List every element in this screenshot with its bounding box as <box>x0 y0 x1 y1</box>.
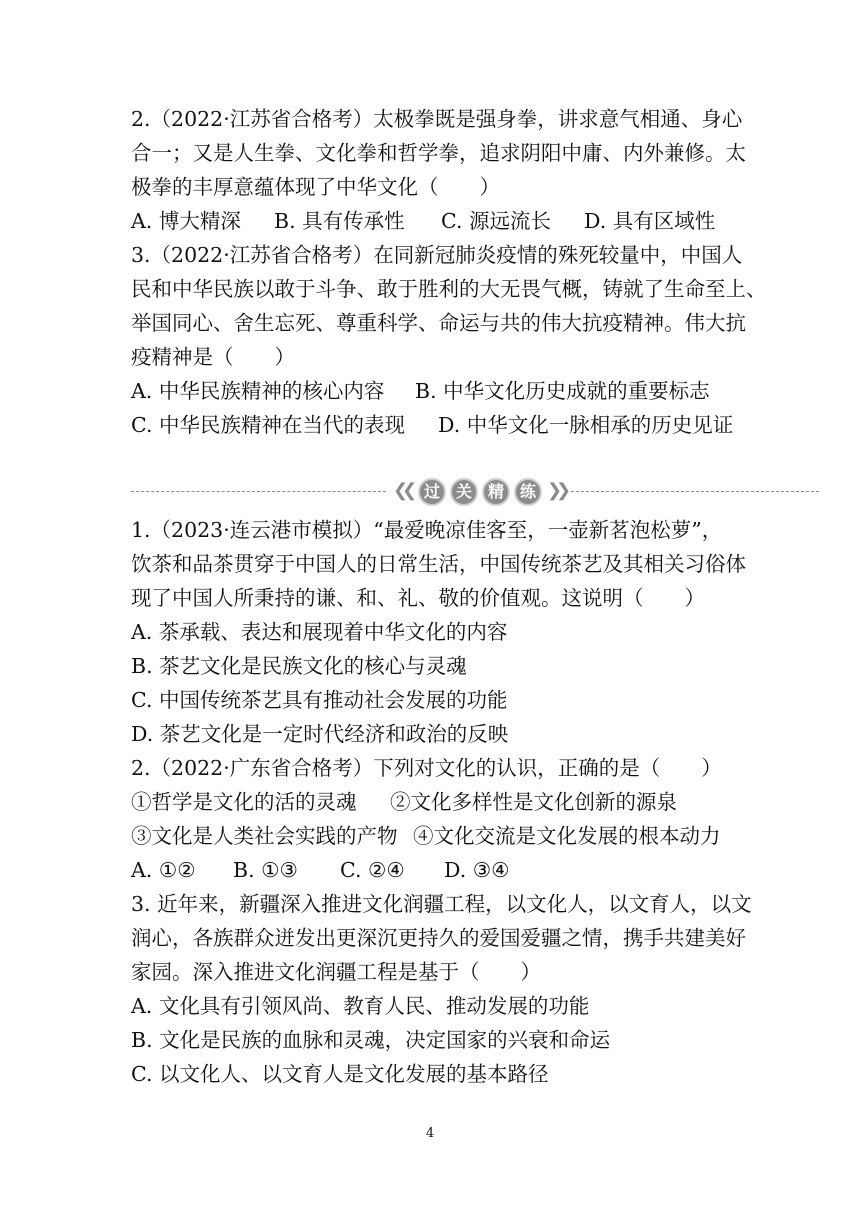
option-a: A. ①② <box>131 858 196 882</box>
statement-item: ③文化是人类社会实践的产物 <box>131 824 398 848</box>
question-text: 2.（2022·广东省合格考）下列对文化的认识，正确的是（ ） <box>131 756 722 780</box>
dashed-divider <box>571 491 819 492</box>
question-text: 极拳的丰厚意蕴体现了中华文化（ ） <box>131 175 500 199</box>
section-title-char: 过 <box>418 478 446 506</box>
question-text: 民和中华民族以敢于斗争、敢于胜利的大无畏气概，铸就了生命至上、 <box>131 277 767 301</box>
option-b: B. 具有传承性 <box>274 209 405 233</box>
statement-item: ②文化多样性是文化创新的源泉 <box>390 790 677 814</box>
option-c: C. 以文化人、以文育人是文化发展的基本路径 <box>131 1062 549 1086</box>
option-a: A. 茶承载、表达和展现着中华文化的内容 <box>131 620 508 644</box>
option-d: D. 茶艺文化是一定时代经济和政治的反映 <box>131 722 509 746</box>
option-b: B. 茶艺文化是民族文化的核心与灵魂 <box>131 654 467 678</box>
option-a: A. 文化具有引领风尚、教育人民、推动发展的功能 <box>131 994 590 1018</box>
question-text: 现了中国人所秉持的谦、和、礼、敬的价值观。这说明（ ） <box>131 586 705 610</box>
option-a: A. 博大精深 <box>131 209 241 233</box>
section-title-char: 练 <box>514 478 542 506</box>
option-c: C. 中国传统茶艺具有推动社会发展的功能 <box>131 688 508 712</box>
option-c: C. 中华民族精神在当代的表现 <box>131 413 405 437</box>
page-number: 4 <box>425 1126 435 1141</box>
question-text: 3. 近年来，新疆深入推进文化润疆工程，以文化人，以文育人，以文 <box>131 892 752 916</box>
question-text: 合一；又是人生拳、文化拳和哲学拳，追求阴阳中庸、内外兼修。太 <box>131 141 746 165</box>
option-b: B. ①③ <box>233 858 298 882</box>
statement-item: ④文化交流是文化发展的根本动力 <box>413 824 721 848</box>
section-title-char: 关 <box>450 478 478 506</box>
option-c: C. ②④ <box>340 858 405 882</box>
option-b: B. 文化是民族的血脉和灵魂，决定国家的兴衰和命运 <box>131 1028 611 1052</box>
option-b: B. 中华文化历史成就的重要标志 <box>415 379 710 403</box>
option-c: C. 源远流长 <box>441 209 551 233</box>
double-chevron-right-icon: ❯❯ <box>547 480 566 501</box>
question-text: 饮茶和品茶贯穿于中国人的日常生活，中国传统茶艺及其相关习俗体 <box>131 552 746 576</box>
section-title-char: 精 <box>482 478 510 506</box>
dashed-divider <box>131 491 386 492</box>
section-banner <box>131 478 819 506</box>
option-d: D. 中华文化一脉相承的历史见证 <box>438 413 734 437</box>
statement-item: ①哲学是文化的活的灵魂 <box>131 790 357 814</box>
question-text: 2.（2022·江苏省合格考）太极拳既是强身拳，讲求意气相通、身心 <box>131 107 743 131</box>
question-text: 家园。深入推进文化润疆工程是基于（ ） <box>131 960 541 984</box>
question-text: 润心，各族群众迸发出更深沉更持久的爱国爱疆之情，携手共建美好 <box>131 926 746 950</box>
question-text: 3.（2022·江苏省合格考）在同新冠肺炎疫情的殊死较量中，中国人 <box>131 243 743 267</box>
double-chevron-left-icon: ❮❮ <box>393 480 412 501</box>
option-d: D. ③④ <box>444 858 510 882</box>
question-text: 1.（2023·连云港市模拟）“最爱晚凉佳客至，一壶新茗泡松萝”， <box>131 518 723 542</box>
question-text: 举国同心、舍生忘死、尊重科学、命运与共的伟大抗疫精神。伟大抗 <box>131 311 746 335</box>
option-d: D. 具有区域性 <box>584 209 716 233</box>
question-text: 疫精神是（ ） <box>131 345 295 369</box>
option-a: A. 中华民族精神的核心内容 <box>131 379 385 403</box>
